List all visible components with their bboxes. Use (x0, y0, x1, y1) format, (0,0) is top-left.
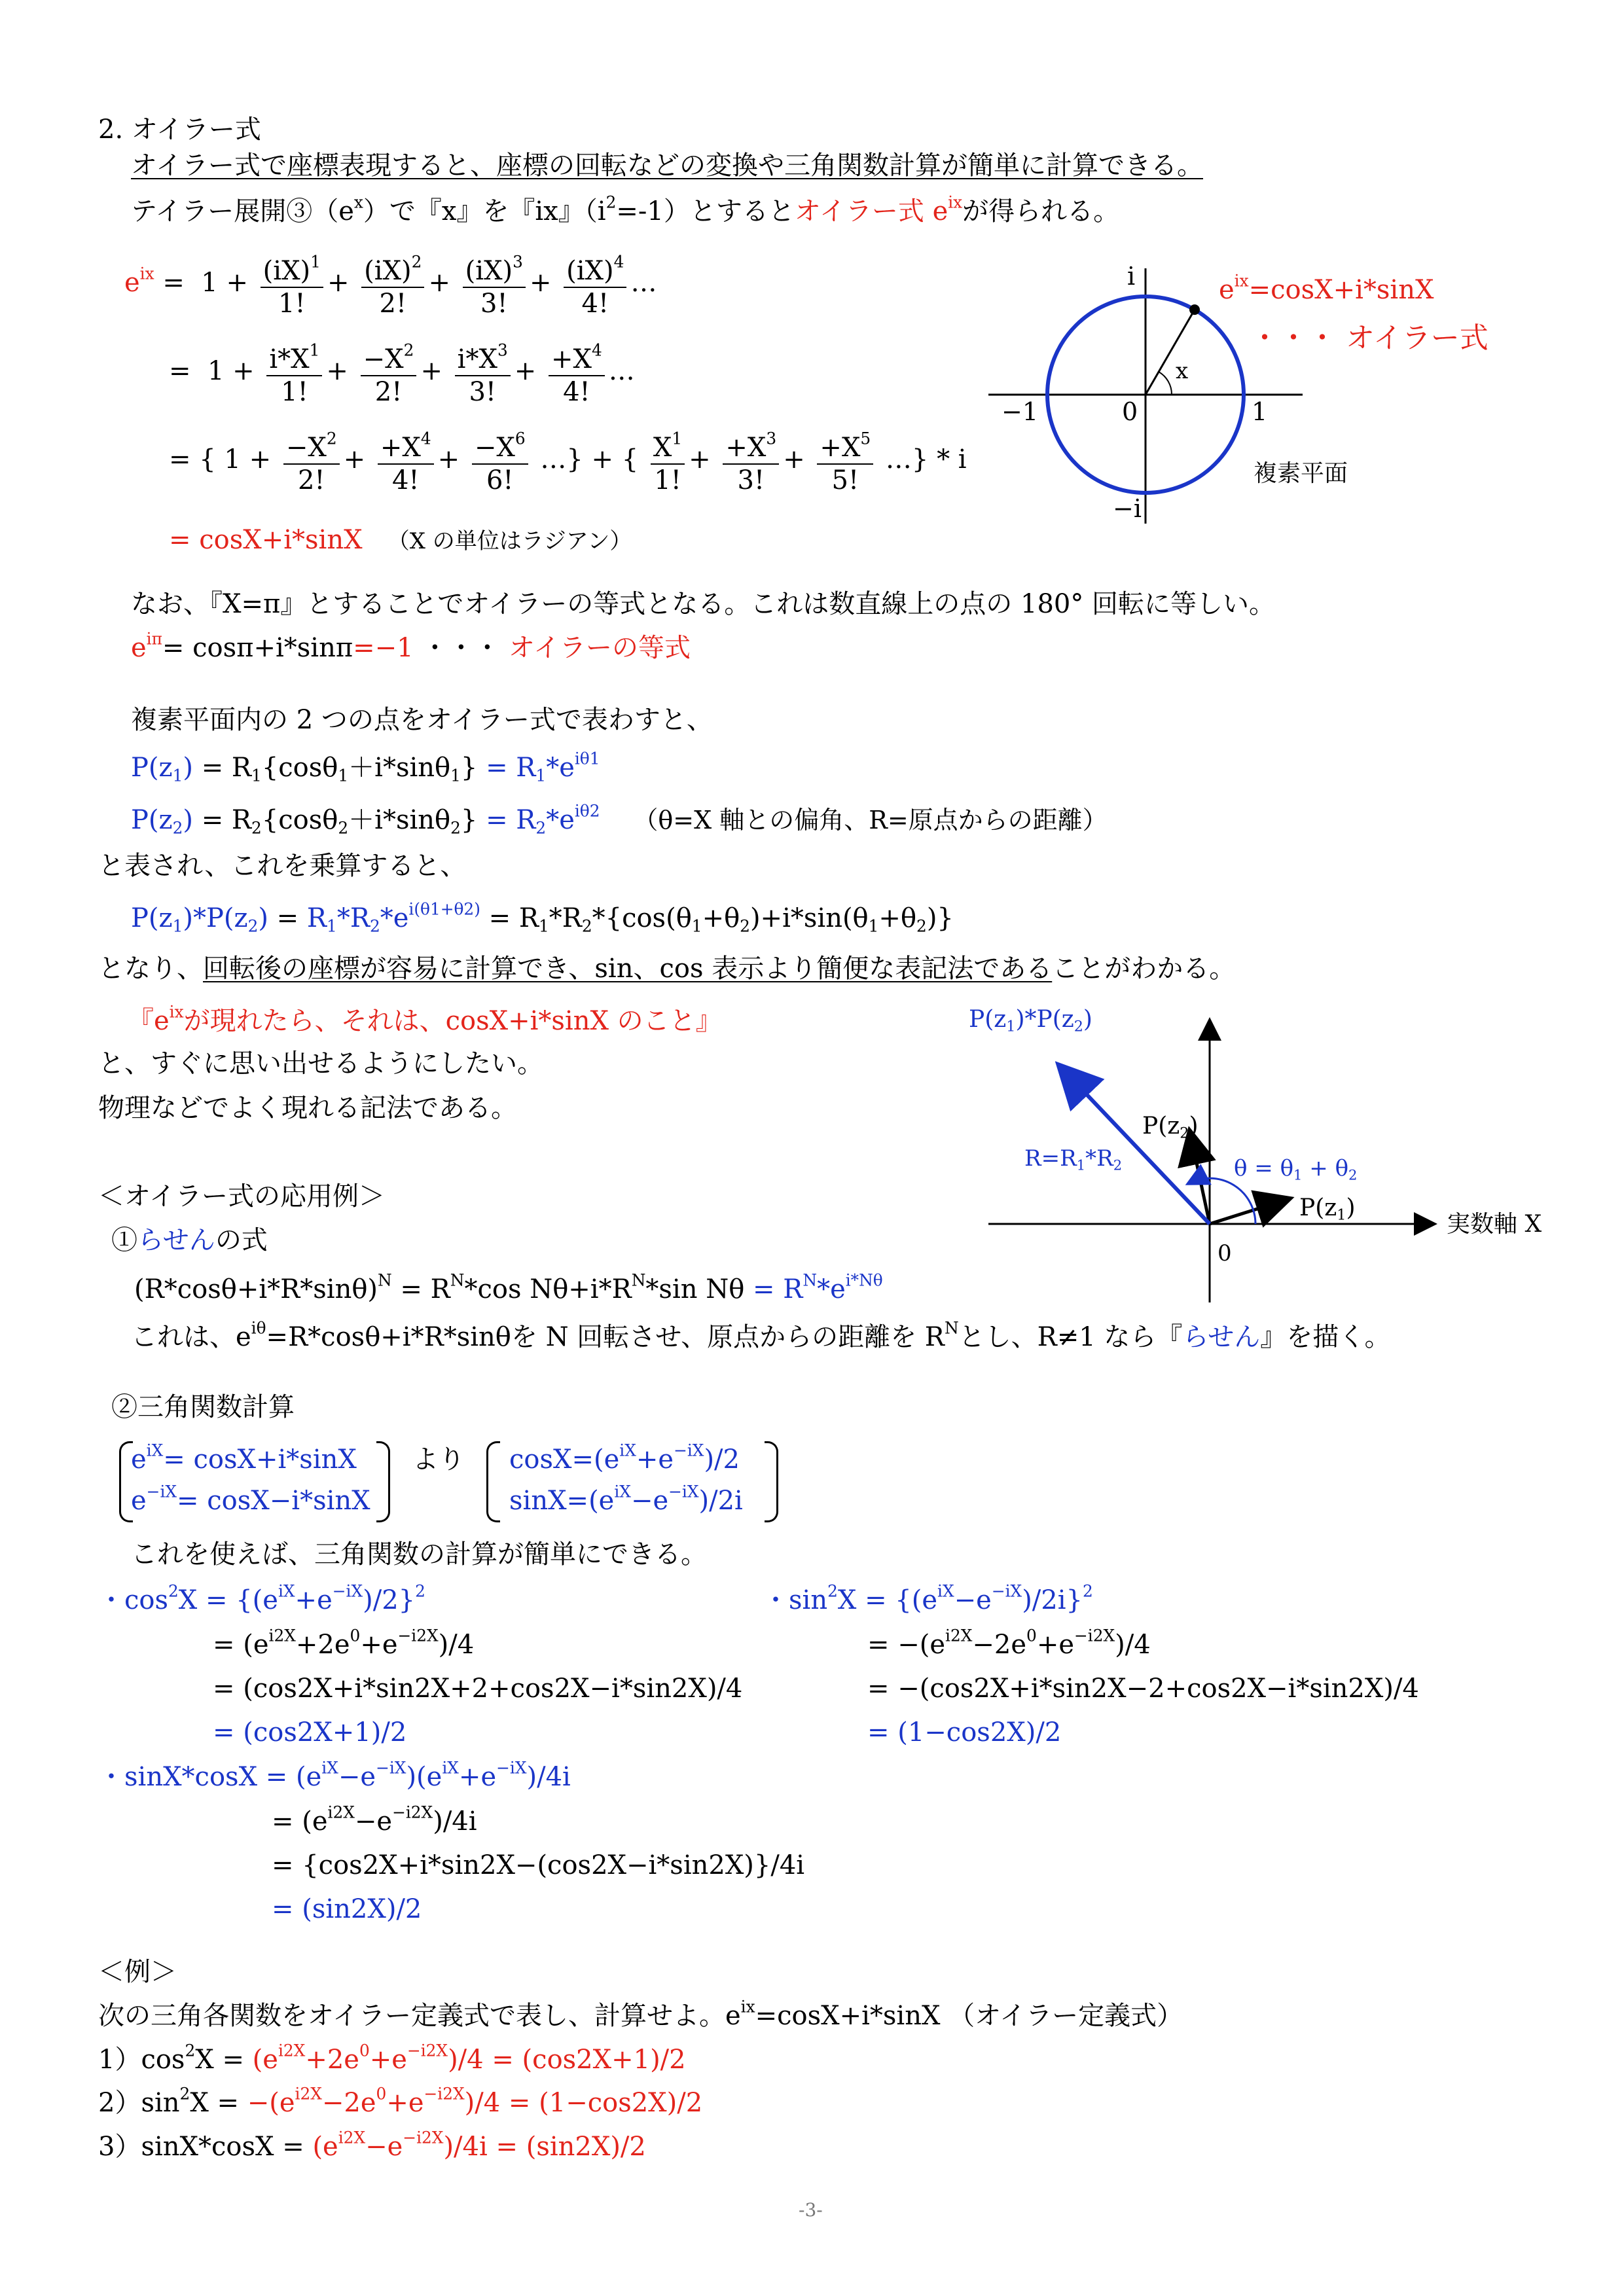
applications-heading: ＜オイラー式の応用例＞ (98, 1181, 385, 1211)
label-r: $R=R_1*R_2$ (1024, 1145, 1123, 1174)
series-line-3: = { 1 + $\frac{-X^2}{2!}$ + $\frac{+X^4}{4!}$ + $\frac{-X^6}{6!}$ …} + { $\frac{X^1}{1!}$ + $\frac{+X^3}{3!}$ + $\frac{+X^5}{5!}$ …} * i (169, 429, 967, 495)
system-eq-2: $e^{-iX}= \cos X-i*\sin X$ (131, 1482, 370, 1516)
example-q2: $2)\sin^2X = -(e^{i2X}-2e^0+e^{-i2X})/4 = (1-\cos 2X)/2$ (98, 2084, 703, 2118)
theta-arc (1189, 1178, 1255, 1224)
mult-intro: と表され、これを乗算すると、 (98, 851, 467, 881)
solution-sin: $\sin X=(e^{iX}-e^{-iX})/2i$ (509, 1482, 743, 1516)
example-instruction: 次の三角各関数をオイラー定義式で表し、計算せよ。$e^{ix}=\cos X+i*\sin X$ （オイラー定義式） (98, 1997, 1183, 2031)
sin2-line-1: = $-(e^{i2X}-2e^0+e^{-i2X})/4$ (867, 1626, 1151, 1660)
intro-sentence: オイラー式で座標表現すると、座標の回転などの変換や三角関数計算が簡単に計算できる。 (131, 151, 1203, 181)
solution-cos: $\cos X=(e^{iX}+e^{-iX})/2$ (509, 1441, 740, 1475)
label-product: $P(z_1)*P(z_2)$ (969, 1006, 1092, 1035)
series-result: = cosX+i*sinX （X の単位はラジアン） (169, 525, 632, 555)
label-origin: 0 (1218, 1240, 1232, 1266)
identity-eq: $e^{i\pi}= \cos\pi+i*\sin\pi=-1$ ・・・ オイラーの等式 (131, 629, 691, 663)
sincos-line-1: = $(e^{i2X}-e^{-i2X})/4i$ (272, 1803, 477, 1837)
spiral-heading: ①らせんの式 (111, 1225, 268, 1255)
sin2-line-3: = (1−cos2X)/2 (867, 1717, 1062, 1748)
left-brace-2 (486, 1441, 500, 1522)
complex-plane-label: 複素平面 (1254, 460, 1348, 487)
label-i: i (1127, 262, 1136, 291)
sincos-line-3: = (sin2X)/2 (272, 1894, 422, 1924)
euler-term: オイラー式 (794, 196, 924, 226)
circle-formula-note: ・・・ オイラー式 (1250, 321, 1489, 355)
label-minus-1: −1 (1001, 397, 1039, 426)
label-pz1: $P(z_1)$ (1299, 1194, 1356, 1224)
vector-pz1 (1210, 1199, 1288, 1224)
use-line: これを使えば、三角関数の計算が簡単にできる。 (131, 1539, 707, 1570)
trig-heading: ②三角関数計算 (111, 1392, 295, 1422)
cos2-line-2: = (cos2X+i*sin2X+2+cos2X−i*sin2X)/4 (213, 1674, 743, 1704)
cos2-heading: ・$\cos^2X = \{(e^{iX}+e^{-iX})/2\}^2$ (98, 1581, 425, 1615)
right-brace-2 (765, 1441, 778, 1522)
series-line-2: = 1 + $\frac{i*X^1}{1!}$ + $\frac{-X^2}{2!}$ + $\frac{i*X^3}{3!}$ + $\frac{+X^4}{4!}$ … (169, 340, 635, 407)
yori: より (412, 1444, 465, 1475)
point-1-eq: $P(z_1) = R_1\{\cos\theta_1+i*\sin\theta_1\} = R_1*e^{i\theta 1}$ (131, 749, 600, 785)
example-q3: $3)\sin X*\cos X = (e^{i2X}-e^{-i2X})/4i = (\sin 2X)/2$ (98, 2128, 646, 2162)
identity-text: なお、『X=π』とすることでオイラーの等式となる。これは数直線上の点の 180° 回転に等しい。 (131, 589, 1276, 619)
sin2-line-2: = −(cos2X+i*sin2X−2+cos2X−i*sin2X)/4 (867, 1674, 1419, 1704)
spiral-eq: $(R*\cos\theta+i*R*\sin\theta)^N = R^N*\cos$ $N\theta+i*R^N*\sin$ $N\theta = R^N*e^{i*N\theta}$ (134, 1270, 883, 1304)
sincos-line-2: = {cos2X+i*sin2X−(cos2X−i*sin2X)}/4i (272, 1850, 805, 1880)
taylor-line: テイラー展開$③(e^x)$で『x』を『ix』$(i^2=-1)$とするとオイラー式 $e^{ix}$が得られる。 (131, 192, 1120, 226)
memo-line-3: 物理などでよく現れる記法である。 (98, 1093, 517, 1123)
section-title: 2. オイラー式 (98, 115, 261, 145)
point-2-eq: $P(z_2) = R_2\{\cos\theta_2+i*\sin\theta_2\} = R_2*e^{i\theta 2}$ （θ=X 軸との偏角、R=原点からの距離） (131, 801, 1108, 838)
conclusion: となり、回転後の座標が容易に計算でき、sin、cos 表示より簡便な表記法であることがわかる。 (98, 954, 1236, 984)
system-eq-1: $e^{iX}= \cos X+i*\sin X$ (131, 1441, 357, 1475)
memo-line-2: と、すぐに思い出せるようにしたい。 (98, 1049, 543, 1079)
spiral-desc: これは、$e^{i\theta}=R*\cos\theta+i*R*\sin\theta$を N 回転させ、原点からの距離を $R^N$とし、R≠1 なら『らせん』を描く。 (131, 1318, 1391, 1352)
angle-arc (1159, 372, 1172, 395)
sincos-heading: ・$\sin X*\cos X = (e^{iX}-e^{-iX})(e^{iX}+e^{-iX})/4i$ (98, 1758, 571, 1792)
page-number: -3- (799, 2199, 823, 2221)
label-minus-i: −i (1113, 494, 1142, 523)
two-points-intro: 複素平面内の 2 つの点をオイラー式で表わすと、 (131, 705, 713, 735)
example-heading: ＜例＞ (98, 1957, 177, 1987)
cos2-line-1: = $(e^{i2X}+2e^0+e^{-i2X})/4$ (213, 1626, 475, 1660)
example-q1: $1)\cos^2X = (e^{i2X}+2e^0+e^{-i2X})/4 = (\cos 2X+1)/2$ (98, 2041, 686, 2075)
memo-red: 『$e^{ix}$が現れたら、それは、cosX+i*sinX のこと』 (128, 1002, 722, 1036)
label-0: 0 (1122, 397, 1138, 426)
label-x: x (1176, 358, 1189, 384)
label-1: 1 (1252, 397, 1268, 426)
label-real-axis: 実数軸 X (1447, 1211, 1542, 1238)
circle-formula: $e^{ix}=\cos X+i*\sin X$ (1219, 271, 1434, 305)
product-eq: $P(z_1)*P(z_2) = R_1*R_2*e^{i(\theta 1+\theta 2)} = R_1*R_2*\{\cos(\theta_1+\theta_2)+i*\sin(\theta_1+\theta_2)\}$ (131, 899, 954, 936)
cos2-line-3: = (cos2X+1)/2 (213, 1717, 407, 1748)
sin2-heading: ・$\sin^2X = \{(e^{iX}-e^{-iX})/2i\}^2$ (763, 1581, 1093, 1615)
label-pz2: $P(z_2)$ (1142, 1113, 1199, 1142)
series-line-1: $e^{ix} = 1$ + $\frac{(iX)^1}{1!}$ + $\frac{(iX)^2}{2!}$ + $\frac{(iX)^3}{3!}$ + $\frac{(iX)^4}{4!}$ … (124, 252, 657, 319)
label-theta: $\theta = \theta_1 + \theta_2$ (1234, 1155, 1358, 1183)
right-brace-1 (376, 1441, 390, 1522)
point-on-circle (1189, 304, 1200, 315)
